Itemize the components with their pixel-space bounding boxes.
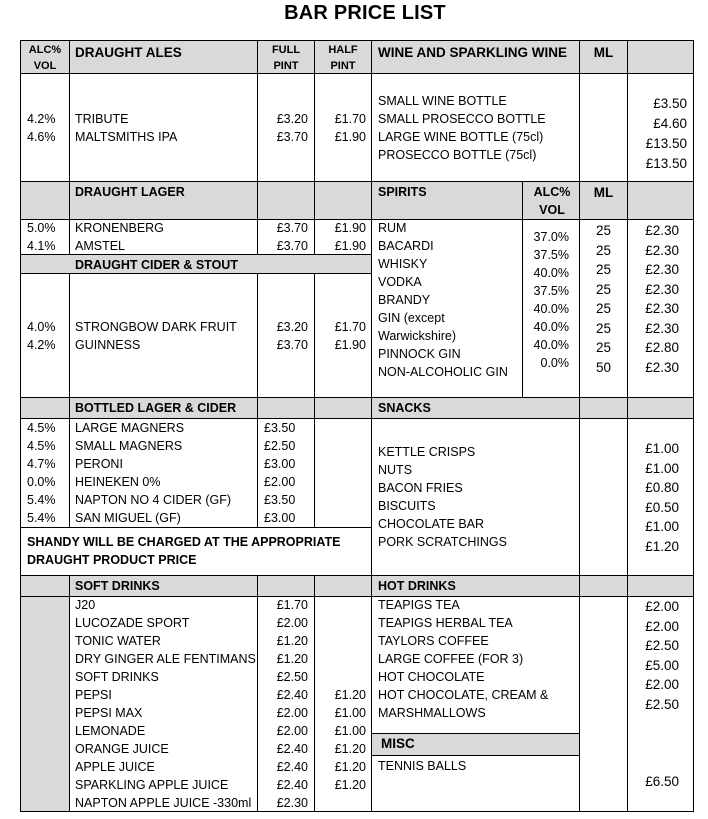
soft-drink-full: £1.70 — [276, 598, 308, 612]
spirit-ml: 25 — [595, 320, 612, 336]
hot-drinks-name-column — [378, 596, 548, 722]
snack-price: £1.20 — [645, 538, 679, 554]
soft-drink-name: PEPSI MAX — [75, 706, 143, 720]
half-pint-header: HALF PINT — [328, 44, 358, 72]
spirit-ml: 25 — [595, 340, 612, 355]
wine-title: WINE AND SPARKLING WINE — [378, 45, 567, 60]
right-hline-9 — [371, 755, 580, 756]
right-hline-2 — [371, 181, 694, 182]
bottled-price: £3.50 — [264, 493, 296, 507]
bottled-alc: 4.5% — [27, 421, 56, 435]
spirit-name: NON-ALCOHOLIC GIN — [378, 365, 508, 379]
spirit-ml: 25 — [595, 223, 612, 238]
bottled-alc: 5.4% — [27, 511, 56, 525]
spirit-price: £2.30 — [645, 320, 679, 336]
bottled-price: £2.50 — [264, 439, 296, 453]
spirit-price: £2.80 — [645, 340, 679, 355]
spirit-ml: 25 — [595, 281, 612, 297]
spirit-name: PINNOCK GIN — [378, 347, 461, 361]
spirit-price: £2.30 — [645, 281, 679, 297]
bottled-name: PERONI — [75, 457, 123, 471]
soft-drink-full: £1.20 — [276, 634, 308, 648]
soft-drink-name: LUCOZADE SPORT — [75, 616, 190, 630]
soft-drink-full: £2.40 — [276, 688, 308, 702]
spirit-ml: 25 — [595, 262, 612, 277]
shandy-note-line1: SHANDY WILL BE CHARGED AT THE APPROPRIATE — [27, 535, 341, 549]
spirit-alc: 37.0% — [533, 230, 569, 244]
lager-name-1: KRONENBERG — [75, 221, 164, 235]
soft-drink-name: LEMONADE — [75, 724, 146, 738]
full-pint-header: FULL PINT — [271, 44, 301, 72]
soft-drink-full: £2.30 — [276, 796, 308, 810]
soft-drink-full: £2.40 — [276, 760, 308, 774]
wine-price: £3.50 — [653, 96, 687, 111]
soft-drink-half: £1.20 — [334, 742, 366, 756]
lager-name-2: AMSTEL — [75, 239, 126, 253]
spirit-alc: 37.5% — [533, 248, 569, 262]
lager-half-1: £1.90 — [334, 221, 366, 235]
spirits-ml-column — [580, 221, 627, 377]
spirit-price: £2.30 — [645, 301, 679, 316]
wine-price: £13.50 — [645, 136, 687, 151]
snack-name: CHOCOLATE BAR — [378, 517, 485, 531]
spirit-name: WHISKY — [378, 257, 428, 271]
spirit-name: RUM — [378, 221, 407, 235]
soft-half-column — [315, 596, 366, 812]
hot-drink-price: £2.50 — [645, 696, 679, 712]
snack-name: PORK SCRATCHINGS — [378, 535, 507, 549]
soft-drink-full: £2.40 — [276, 742, 308, 756]
snacks-title: SNACKS — [378, 401, 431, 415]
spirit-alc: 0.0% — [540, 356, 569, 370]
snack-price: £1.00 — [645, 441, 679, 456]
cider-name-2: GUINNESS — [75, 338, 141, 352]
ale-name-1: TRIBUTE — [75, 112, 129, 126]
right-hline-5 — [371, 418, 694, 419]
spirit-alc: 40.0% — [533, 320, 569, 334]
lager-half-2: £1.90 — [334, 239, 366, 253]
border-top — [20, 40, 694, 41]
right-line-ml — [579, 40, 580, 812]
wine-name: SMALL PROSECCO BOTTLE — [378, 112, 546, 126]
spirit-name: VODKA — [378, 275, 422, 289]
bottled-name-column — [75, 419, 231, 527]
cider-full-1: £3.20 — [276, 320, 308, 334]
spirit-price: £2.30 — [645, 242, 679, 258]
center-divider — [371, 40, 372, 812]
soft-drink-full: £2.40 — [276, 778, 308, 792]
snack-name: BISCUITS — [378, 499, 436, 513]
bottled-price: £3.50 — [264, 421, 296, 435]
left-line-alc-b — [69, 273, 70, 527]
soft-drink-half — [315, 614, 366, 632]
bottled-alc: 5.4% — [27, 493, 56, 507]
soft-drink-half: £1.20 — [334, 688, 366, 702]
right-hline-4 — [371, 397, 694, 398]
spirits-alc-column — [523, 228, 569, 372]
spirit-alc: 40.0% — [533, 338, 569, 352]
hot-drinks-price-column — [628, 597, 679, 714]
hot-drink-name: LARGE COFFEE (FOR 3) — [378, 652, 524, 666]
snack-price: £0.80 — [645, 480, 679, 495]
spirit-price: £2.30 — [645, 262, 679, 277]
border-left — [20, 40, 21, 812]
bottled-price-column — [264, 419, 295, 527]
hot-drink-name: HOT CHOCOLATE, CREAM & — [378, 688, 549, 702]
soft-drink-half: £1.00 — [334, 724, 366, 738]
left-hline-2 — [20, 181, 372, 182]
wine-name: PROSECCO BOTTLE (75cl) — [378, 148, 537, 162]
hot-drink-price: £2.00 — [645, 599, 679, 614]
spirit-name: GIN (except — [378, 311, 445, 325]
wine-name: LARGE WINE BOTTLE (75cl) — [378, 130, 544, 144]
bottled-title: BOTTLED LAGER & CIDER — [75, 401, 237, 415]
page-title: BAR PRICE LIST — [284, 2, 446, 24]
cider-alc-2: 4.2% — [27, 338, 56, 352]
soft-drink-name: APPLE JUICE — [75, 760, 155, 774]
spirit-alc: 40.0% — [533, 302, 569, 316]
spirit-alc: 37.5% — [533, 284, 569, 298]
bottled-name: HEINEKEN 0% — [75, 475, 161, 489]
snack-price: £1.00 — [645, 519, 679, 534]
cider-half-1: £1.70 — [334, 320, 366, 334]
soft-drink-full: £2.00 — [276, 706, 308, 720]
right-hline-1 — [371, 73, 694, 74]
left-line-half-b — [314, 273, 315, 527]
left-hline-6 — [20, 397, 372, 398]
soft-drink-half — [315, 794, 366, 812]
left-hline-8 — [20, 527, 372, 528]
soft-drink-full: £2.00 — [276, 724, 308, 738]
right-hline-6 — [371, 575, 694, 576]
hot-drink-price: £2.50 — [645, 638, 679, 653]
ale-alc-1: 4.2% — [27, 112, 56, 126]
misc-title: MISC — [381, 736, 415, 751]
spirit-ml: 25 — [595, 301, 612, 316]
spirit-ml: 50 — [595, 359, 612, 375]
bottled-name: LARGE MAGNERS — [75, 421, 185, 435]
wine-ml-header: ML — [593, 45, 614, 60]
lager-alc-1: 5.0% — [27, 221, 56, 235]
ale-half-1: £1.70 — [334, 112, 366, 126]
draught-lager-title: DRAUGHT LAGER — [75, 185, 185, 199]
soft-drink-half — [315, 632, 366, 650]
ale-alc-2: 4.6% — [27, 130, 56, 144]
border-right — [693, 40, 694, 812]
snacks-name-column — [378, 443, 507, 551]
misc-item-name: TENNIS BALLS — [378, 759, 467, 773]
hot-drink-name: TEAPIGS HERBAL TEA — [378, 616, 513, 630]
hot-drink-name: HOT CHOCOLATE — [378, 670, 485, 684]
spirits-title: SPIRITS — [378, 185, 427, 199]
bottled-alc: 0.0% — [27, 475, 56, 489]
left-line-full-b — [257, 273, 258, 527]
soft-drink-full: £2.00 — [276, 616, 308, 630]
bottled-alc-column — [27, 419, 56, 527]
spirit-name: BACARDI — [378, 239, 434, 253]
hot-drink-name: TAYLORS COFFEE — [378, 634, 489, 648]
bottled-price: £3.00 — [264, 511, 296, 525]
cider-alc-1: 4.0% — [27, 320, 56, 334]
ale-name-2: MALTSMITHS IPA — [75, 130, 178, 144]
soft-drink-name: PEPSI — [75, 688, 112, 702]
spirit-name: BRANDY — [378, 293, 431, 307]
shandy-note-line2: DRAUGHT PRODUCT PRICE — [27, 553, 197, 567]
ale-full-1: £3.20 — [276, 112, 308, 126]
ale-half-2: £1.90 — [334, 130, 366, 144]
soft-drink-half — [315, 650, 366, 668]
soft-drink-full: £1.20 — [276, 652, 308, 666]
soft-drink-full: £2.50 — [276, 670, 308, 684]
spirit-price: £2.30 — [645, 223, 679, 238]
wine-price-column — [628, 94, 687, 174]
spirits-name-column — [378, 219, 508, 381]
soft-drink-name: SPARKLING APPLE JUICE — [75, 778, 229, 792]
soft-drink-name: ORANGE JUICE — [75, 742, 169, 756]
spirit-ml: 25 — [595, 242, 612, 258]
soft-drink-half — [315, 596, 366, 614]
draught-ales-title: DRAUGHT ALES — [75, 45, 182, 60]
soft-drink-name: SOFT DRINKS — [75, 670, 159, 684]
hot-drink-name: TEAPIGS TEA — [378, 598, 460, 612]
soft-drink-name: TONIC WATER — [75, 634, 161, 648]
soft-drinks-side-band — [21, 596, 70, 811]
spirit-price: £2.30 — [645, 359, 679, 375]
bottled-name: SAN MIGUEL (GF) — [75, 511, 181, 525]
cider-stout-title: DRAUGHT CIDER & STOUT — [75, 258, 238, 272]
wine-price: £13.50 — [645, 156, 687, 171]
hot-drinks-title: HOT DRINKS — [378, 579, 456, 593]
left-line-alc-c — [69, 576, 70, 811]
hot-drink-price: £2.00 — [645, 618, 679, 634]
hot-drink-price: £5.00 — [645, 657, 679, 673]
soft-drink-half: £1.20 — [334, 760, 366, 774]
soft-drink-half: £1.20 — [334, 778, 366, 792]
spirits-price-column — [628, 221, 679, 377]
spirits-alc-header: ALC% VOL — [533, 185, 571, 217]
bottled-price: £2.00 — [264, 475, 296, 489]
misc-item-price: £6.50 — [645, 774, 679, 789]
cider-half-2: £1.90 — [334, 338, 366, 352]
left-hline-9 — [20, 575, 372, 576]
snack-name: BACON FRIES — [378, 481, 463, 495]
lager-alc-2: 4.1% — [27, 239, 56, 253]
soft-drink-half — [315, 668, 366, 686]
bottled-name: SMALL MAGNERS — [75, 439, 183, 453]
right-hline-8 — [371, 733, 580, 734]
soft-drink-name: DRY GINGER ALE FENTIMANS — [75, 652, 256, 666]
cider-full-2: £3.70 — [276, 338, 308, 352]
bottled-name: NAPTON NO 4 CIDER (GF) — [75, 493, 232, 507]
soft-drink-name: NAPTON APPLE JUICE -330ml — [75, 796, 252, 810]
soft-name-column — [75, 596, 256, 812]
soft-drink-half: £1.00 — [334, 706, 366, 720]
snack-name: KETTLE CRISPS — [378, 445, 476, 459]
spirit-name: Warwickshire) — [378, 329, 457, 343]
snack-name: NUTS — [378, 463, 413, 477]
lager-full-1: £3.70 — [276, 221, 308, 235]
spirit-alc: 40.0% — [533, 266, 569, 280]
snack-price: £0.50 — [645, 499, 679, 515]
alc-vol-header: ALC% VOL — [28, 44, 62, 72]
hot-drink-name: MARSHMALLOWS — [378, 706, 486, 720]
ale-full-2: £3.70 — [276, 130, 308, 144]
lager-full-2: £3.70 — [276, 239, 308, 253]
wine-name: SMALL WINE BOTTLE — [378, 94, 507, 108]
bottled-price: £3.00 — [264, 457, 296, 471]
spirits-ml-header: ML — [593, 185, 614, 200]
hot-drink-price: £2.00 — [645, 677, 679, 692]
wine-price: £4.60 — [653, 116, 687, 131]
soft-full-column — [258, 596, 308, 812]
cider-name-1: STRONGBOW DARK FRUIT — [75, 320, 237, 334]
bottled-alc: 4.5% — [27, 439, 56, 453]
wine-name-column — [378, 92, 546, 164]
soft-drinks-title: SOFT DRINKS — [75, 579, 160, 593]
bottled-alc: 4.7% — [27, 457, 56, 471]
snack-price: £1.00 — [645, 460, 679, 476]
snacks-price-column — [628, 439, 679, 556]
soft-drink-name: J20 — [75, 598, 96, 612]
